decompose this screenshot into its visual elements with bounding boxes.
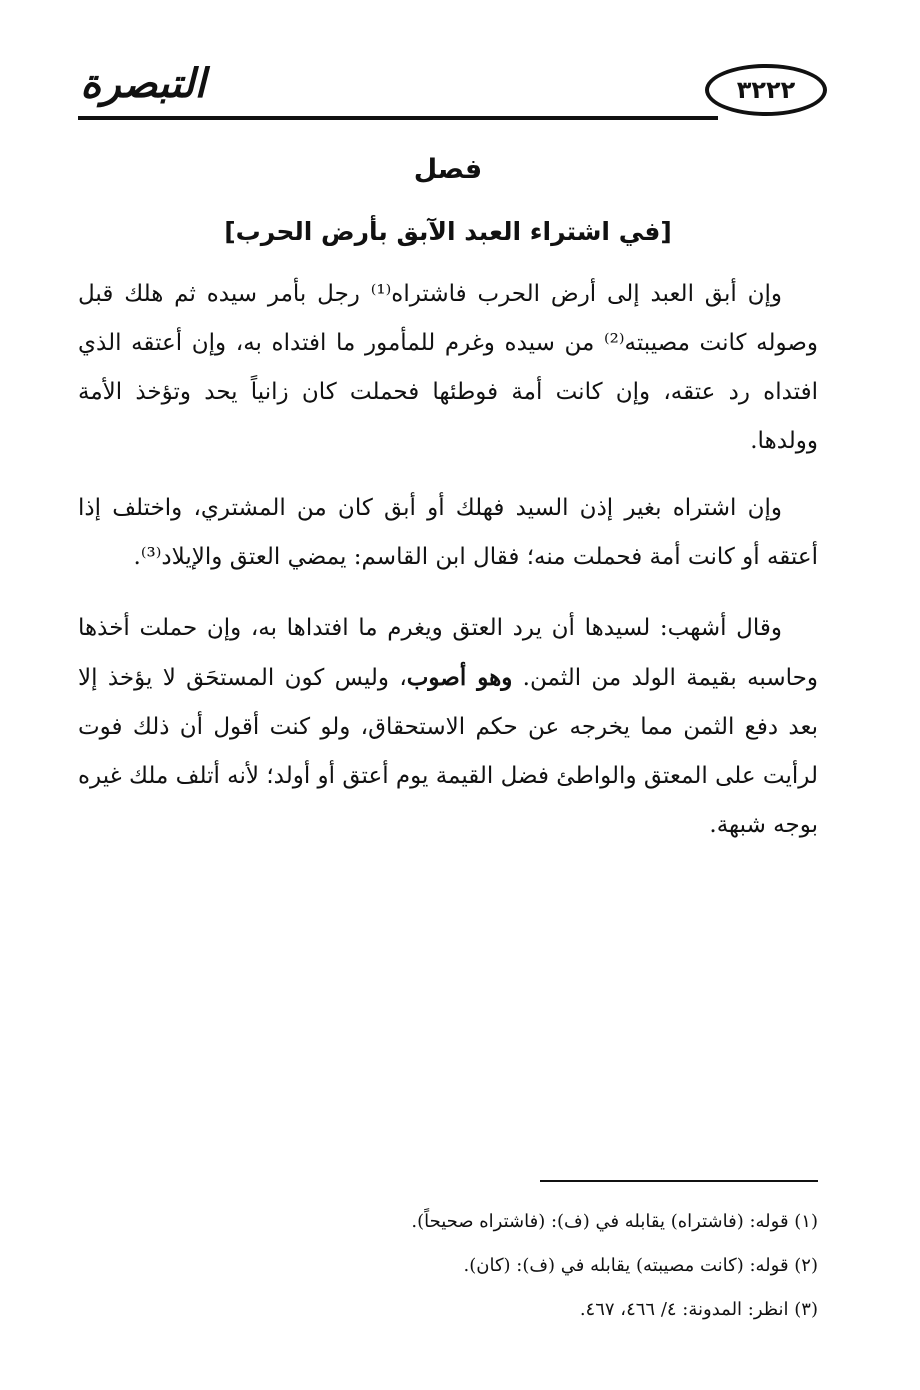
- body-text: [78, 270, 818, 868]
- paragraph-2: وإن اشتراه بغير إذن السيد فهلك أو أبق كان من المشتري، واختلف إذا أعتقه أو كانت أمة فحملت منه؛ فقال ابن القاسم: يمضي العتق والإيلاد⁽³⁾.: [78, 495, 818, 570]
- footnote-2: (٢) قوله: (كانت مصيبته) يقابله في (ف): (كان).: [463, 1255, 818, 1276]
- section-heading: فصل: [413, 154, 483, 185]
- header-rule: [78, 116, 718, 120]
- paragraph-1: وإن أبق العبد إلى أرض الحرب فاشتراه⁽¹⁾ رجل بأمر سيده ثم هلك قبل وصوله كانت مصيبته⁽²⁾ من سيده وغرم للمأمور ما افتداه به، وإن أعتقه الذي افتداه رد عتقه، وإن كانت أمة فوطئها فحملت كان زانياً يحد وتؤخذ الأمة وولدها.: [78, 281, 818, 454]
- paragraph-3-start: وقال أشهب: لسيدها أن يرد العتق ويغرم ما افتداها به، وإن حملت أخذها وحاسبه بقيمة الولد من الثمن.: [78, 615, 818, 691]
- paragraph-3-end: ، وليس كون المستحَق لا يؤخذ إلا بعد دفع الثمن مما يخرجه عن حكم الاستحقاق، ولو كنت أقول أن ذلك فوت لرأيت على المعتق والواطئ فضل القيمة يوم أعتق أو أولد؛ لأنه أتلف ملك غيره بوجه شبهة.: [78, 665, 818, 838]
- page-number: ٣٢٢٢: [705, 64, 827, 116]
- book-title: التبصرة: [80, 60, 206, 107]
- footnote-1: (١) قوله: (فاشتراه) يقابله في (ف): (فاشتراه صحيحاً).: [411, 1211, 818, 1232]
- paragraph-3: [78, 604, 818, 850]
- paragraph-3-bold-phrase: وهو أصوب: [406, 664, 513, 691]
- footnote-3: (٣) انظر: المدونة: ٤/ ٤٦٦، ٤٦٧.: [579, 1299, 818, 1320]
- footnote-separator: [540, 1180, 818, 1182]
- section-subheading: [في اشتراء العبد الآبق بأرض الحرب]: [224, 217, 672, 246]
- footnotes: [300, 1200, 818, 1332]
